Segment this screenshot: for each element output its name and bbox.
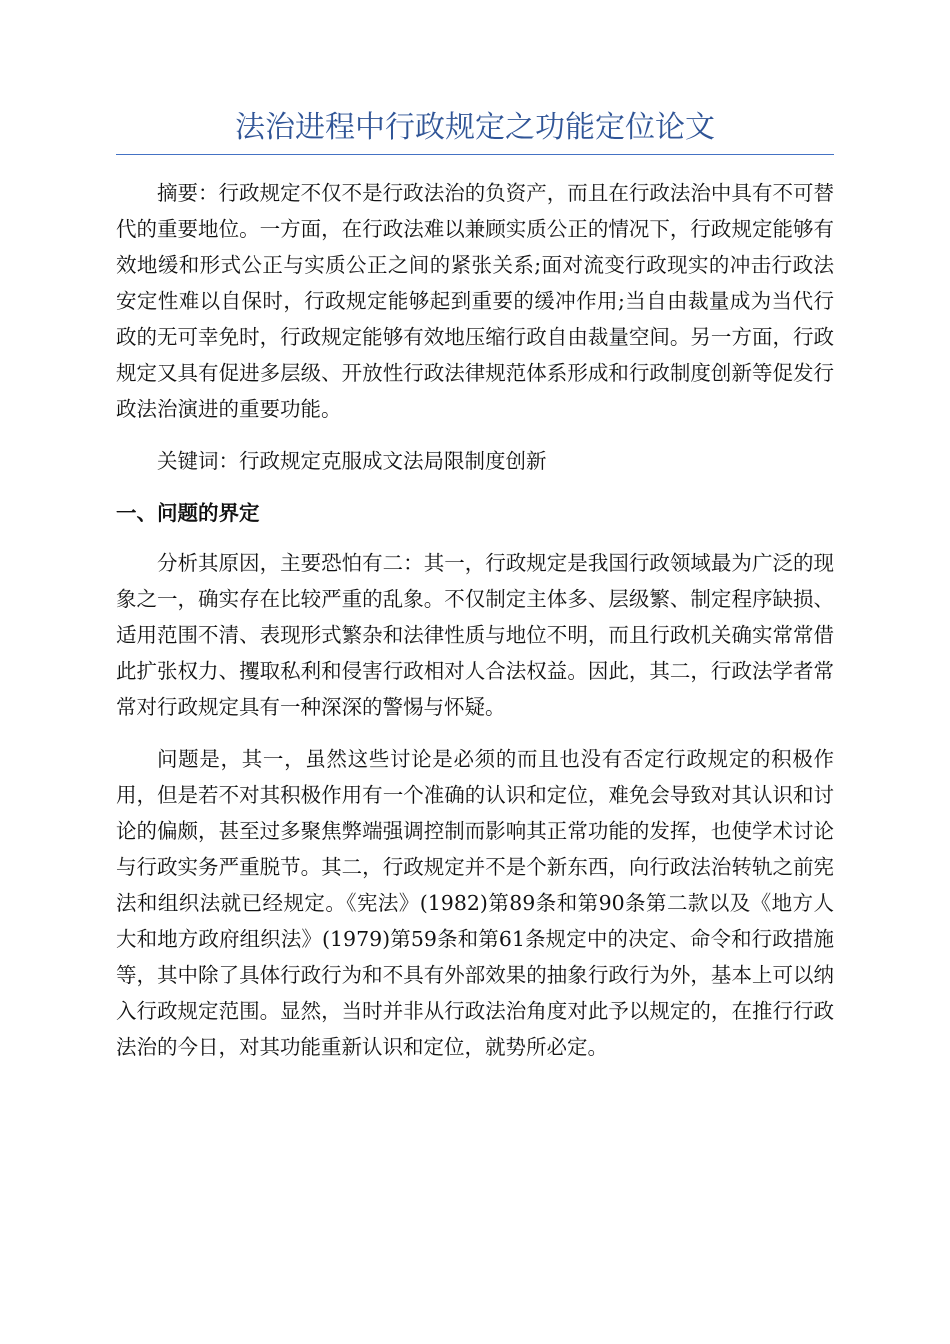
document-title: 法治进程中行政规定之功能定位论文	[116, 108, 834, 155]
keywords-line: 关键词：行政规定克服成文法局限制度创新	[157, 449, 547, 473]
document-page	[116, 108, 834, 1081]
section-heading: 一、问题的界定	[116, 501, 260, 525]
body-paragraph-1: 分析其原因，主要恐怕有二：其一，行政规定是我国行政领域最为广泛的现象之一，确实存在比较严重的乱象。不仅制定主体多、层级繁、制定程序缺损、适用范围不清、表现形式繁杂和法律性质与地位不明，而且行政机关确实常常借此扩张权力、攫取私利和侵害行政相对人合法权益。因此，其二，行政法学者常常对行政规定具有一种深深的警惕与怀疑。	[116, 551, 834, 719]
abstract-paragraph: 摘要：行政规定不仅不是行政法治的负资产，而且在行政法治中具有不可替代的重要地位。一方面，在行政法难以兼顾实质公正的情况下，行政规定能够有效地缓和形式公正与实质公正之间的紧张关系;面对流变行政现实的冲击行政法安定性难以自保时，行政规定能够起到重要的缓冲作用;当自由裁量成为当代行政的无可幸免时，行政规定能够有效地压缩行政自由裁量空间。另一方面，行政规定又具有促进多层级、开放性行政法律规范体系形成和行政制度创新等促发行政法治演进的重要功能。	[116, 181, 834, 421]
body-paragraph-2: 问题是，其一，虽然这些讨论是必须的而且也没有否定行政规定的积极作用，但是若不对其积极作用有一个准确的认识和定位，难免会导致对其认识和讨论的偏颇，甚至过多聚焦弊端强调控制而影响其正常功能的发挥，也使学术讨论与行政实务严重脱节。其二，行政规定并不是个新东西，向行政法治转轨之前宪法和组织法就已经规定。《宪法》(1982)第89条和第90条第二款以及《地方人大和地方政府组织法》(1979)第59条和第61条规定中的决定、命令和行政措施等，其中除了具体行政行为和不具有外部效果的抽象行政行为外，基本上可以纳入行政规定范围。显然，当时并非从行政法治角度对此予以规定的，在推行行政法治的今日，对其功能重新认识和定位，就势所必定。	[116, 747, 834, 1059]
